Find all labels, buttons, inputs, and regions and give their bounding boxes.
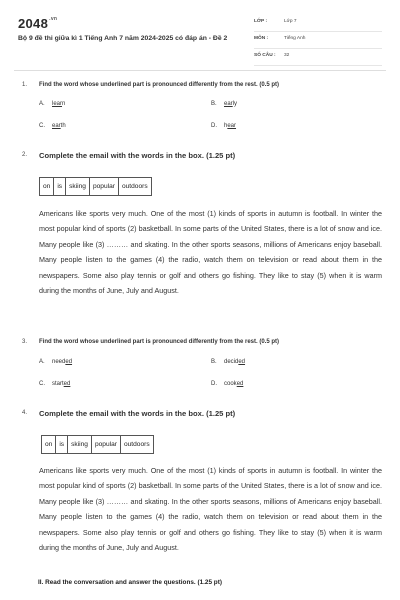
site-logo[interactable]: $2048^{.vn}$ <box>18 16 58 31</box>
document-header <box>18 14 382 64</box>
word-box: on is skiing popular outdoors <box>39 177 152 196</box>
option-a[interactable]: A. needed <box>39 359 73 365</box>
option-c[interactable]: C. earth <box>39 123 66 129</box>
question-text: Complete the email with the words in the box. (1.25 pt) <box>39 409 236 418</box>
question-text: Complete the email with the words in the box. (1.25 pt) <box>39 151 236 160</box>
meta-row-count: SỐ CÂU : 32 <box>254 51 382 66</box>
option-b[interactable]: B. decided <box>211 359 246 365</box>
document-title: Bộ 9 đề thi giữa kì 1 Tiếng Anh 7 năm 2024-2025 có đáp án - Đề 2 <box>18 35 228 42</box>
option-d[interactable]: D. cooked <box>211 381 244 387</box>
question-text: Find the word whose underlined part is pronounced differently from the rest. (0.5 pt) <box>39 339 280 345</box>
section-2-title: II. Read the conversation and answer the questions. (1.25 pt) <box>38 579 222 586</box>
document-meta <box>254 17 382 68</box>
meta-row-subject: MÔN : Tiếng Anh <box>254 34 382 49</box>
reading-paragraph: Americans like sports very much. One of the most (1) kinds of sports in autumn is football. In winter the most popular kind of sports (2) basketball. In some parts of the United States, there is a lot of snow and ice. Many people like (3) ……… and skating. In the other sports seasons, millions of Americans enjoy baseball. Many people listen to the games (4) the radio, watch them on television or read about them in the newspapers. Some also play tennis or golf and others go fishing. They like to stay (5) when it is warm during the months of June, July and August. <box>39 209 382 296</box>
word-box: on is skiing popular outdoors <box>41 435 154 454</box>
question-text: Find the word whose underlined part is pronounced differently from the rest. (0.5 pt) <box>39 82 280 88</box>
option-a[interactable]: A. learn <box>39 101 66 107</box>
header-divider <box>14 70 386 71</box>
option-b[interactable]: B. early <box>211 101 238 107</box>
option-d[interactable]: D. hear <box>211 123 237 129</box>
document-page: $2048^{.vn}$ Bộ 9 đề thi giữa kì 1 Tiếng Anh 7 năm 2024-2025 có đáp án - Đề 2 LỚP : Lớp 7 MÔN : Tiếng Anh SỐ CÂU : 32 1. Find the word whose underlined part is pronounced differently from the rest. (0.5 pt) A. learn B. early C. earth D. hear 2. Complete the email with the words in the box. (1.25 pt) on is skiing popular outdoors Americans like sports very much. One of the most (1) kinds of sports in autumn is football. In winter the most popular kind of sports (2) basketball. In some parts of the United States, there is a lot of snow and ice. Many people like (3) ……… and skating. In the other sports seasons, millions of Americans enjoy baseball. Many people listen to the games (4) the radio, watch them on television or read about them in the newspapers. Some also play tennis or golf and others go fishing. They like to stay (5) when it is warm during the months of June, July and August. 3. Find the word whose underlined part is pronounced differently from the rest. (0.5 pt) A. needed B. decided C. started D. cooked 4. Complete the email with the words in the box. (1.25 pt) on is skiing popular outdoors Americans like sports very much. One of the most (1) kinds of sports in autumn is football. In winter the most popular kind of sports (2) basketball. In some parts of the United States, there is a lot of snow and ice. Many people like (3) ……… and skating. In the other sports seasons, millions of Americans enjoy baseball. Many people listen to the games (4) the radio, watch them on television or read about them in the newspapers. Some also play tennis or golf and others go fishing. They like to stay (5) when it is warm during the months of June, July and August. II. Read the conversation and answer the questions. (1.25 pt) <box>0 0 400 600</box>
meta-row-class: LỚP : Lớp 7 <box>254 17 382 32</box>
reading-paragraph: Americans like sports very much. One of the most (1) kinds of sports in autumn is football. In winter the most popular kind of sports (2) basketball. In some parts of the United States, there is a lot of snow and ice. Many people like (3) ……… and skating. In the other sports seasons, millions of Americans enjoy baseball. Many people listen to the games (4) the radio, watch them on television or read about them in the newspapers. Some also play tennis or golf and others go fishing. They like to stay (5) when it is warm during the months of June, July and August. <box>39 466 382 553</box>
option-c[interactable]: C. started <box>39 381 71 387</box>
